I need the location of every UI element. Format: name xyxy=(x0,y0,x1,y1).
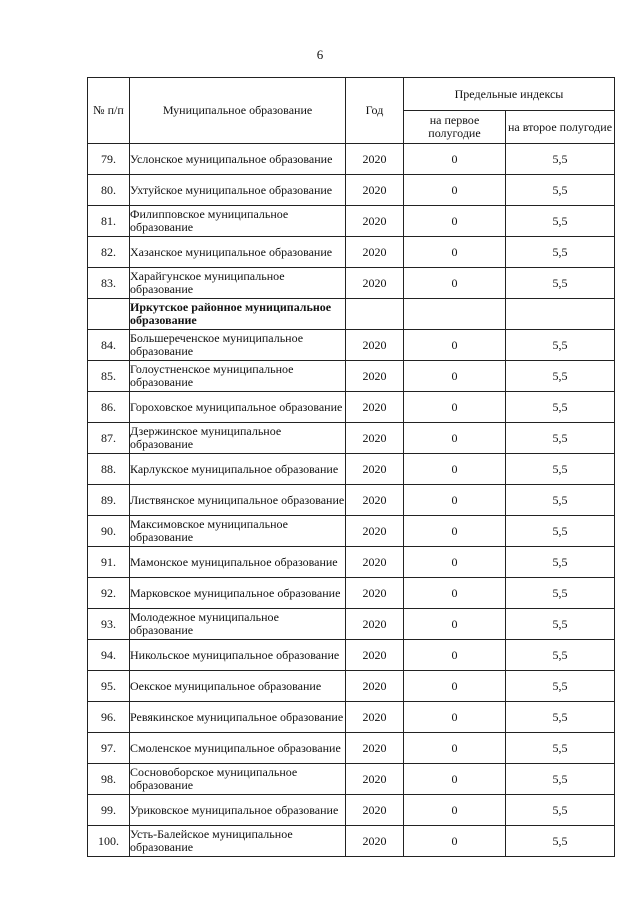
municipality-name: Молодежное муниципальное образование xyxy=(130,609,346,640)
second-half-index: 5,5 xyxy=(506,640,615,671)
table-row xyxy=(88,144,615,175)
first-half-index: 0 xyxy=(404,423,506,454)
second-half-index: 5,5 xyxy=(506,671,615,702)
second-half-index: 5,5 xyxy=(506,485,615,516)
row-number xyxy=(88,299,130,330)
first-half-index: 0 xyxy=(404,268,506,299)
table-row xyxy=(88,361,615,392)
municipality-name: Усть-Балейское муниципальное образование xyxy=(130,826,346,857)
header-number: № п/п xyxy=(88,78,130,144)
second-half-index: 5,5 xyxy=(506,516,615,547)
second-half-index: 5,5 xyxy=(506,268,615,299)
row-number: 81. xyxy=(88,206,130,237)
first-half-index: 0 xyxy=(404,702,506,733)
table-row xyxy=(88,733,615,764)
group-row xyxy=(88,299,615,330)
second-half-index: 5,5 xyxy=(506,578,615,609)
second-half-index: 5,5 xyxy=(506,609,615,640)
table-row xyxy=(88,268,615,299)
table-row xyxy=(88,702,615,733)
municipality-name: Уриковское муниципальное образование xyxy=(130,795,346,826)
row-year: 2020 xyxy=(346,268,404,299)
table-body xyxy=(88,144,615,857)
row-year: 2020 xyxy=(346,175,404,206)
first-half-index: 0 xyxy=(404,361,506,392)
row-number: 82. xyxy=(88,237,130,268)
row-year: 2020 xyxy=(346,516,404,547)
table-row xyxy=(88,175,615,206)
row-number: 86. xyxy=(88,392,130,423)
table-row xyxy=(88,764,615,795)
table-row xyxy=(88,330,615,361)
row-number: 84. xyxy=(88,330,130,361)
table-row xyxy=(88,609,615,640)
row-year: 2020 xyxy=(346,547,404,578)
row-year: 2020 xyxy=(346,330,404,361)
second-half-index: 5,5 xyxy=(506,826,615,857)
municipality-name: Гороховское муниципальное образование xyxy=(130,392,346,423)
first-half-index: 0 xyxy=(404,392,506,423)
row-number: 94. xyxy=(88,640,130,671)
first-half-index: 0 xyxy=(404,671,506,702)
second-half-index: 5,5 xyxy=(506,175,615,206)
municipality-name: Сосновоборское муниципальное образование xyxy=(130,764,346,795)
row-number: 97. xyxy=(88,733,130,764)
row-year: 2020 xyxy=(346,733,404,764)
first-half-index: 0 xyxy=(404,237,506,268)
second-half-index: 5,5 xyxy=(506,206,615,237)
municipality-name: Максимовское муниципальное образование xyxy=(130,516,346,547)
second-half-index: 5,5 xyxy=(506,237,615,268)
first-half-index: 0 xyxy=(404,454,506,485)
row-year: 2020 xyxy=(346,578,404,609)
first-half-index: 0 xyxy=(404,206,506,237)
first-half-index: 0 xyxy=(404,733,506,764)
row-number: 100. xyxy=(88,826,130,857)
row-year: 2020 xyxy=(346,144,404,175)
first-half-index: 0 xyxy=(404,330,506,361)
header-first-half: на первое полугодие xyxy=(404,111,506,144)
row-year: 2020 xyxy=(346,764,404,795)
row-number: 87. xyxy=(88,423,130,454)
second-half-index: 5,5 xyxy=(506,454,615,485)
page-number: 6 xyxy=(316,47,324,62)
municipality-name: Листвянское муниципальное образование xyxy=(130,485,346,516)
first-half-index: 0 xyxy=(404,516,506,547)
second-half-index: 5,5 xyxy=(506,764,615,795)
row-year: 2020 xyxy=(346,485,404,516)
table-row xyxy=(88,392,615,423)
table-row xyxy=(88,454,615,485)
municipality-name: Никольское муниципальное образование xyxy=(130,640,346,671)
table-row xyxy=(88,671,615,702)
row-number: 88. xyxy=(88,454,130,485)
row-number: 96. xyxy=(88,702,130,733)
row-year xyxy=(346,299,404,330)
first-half-index: 0 xyxy=(404,547,506,578)
second-half-index: 5,5 xyxy=(506,330,615,361)
header-limit-indices: Предельные индексы xyxy=(404,78,615,111)
row-year: 2020 xyxy=(346,454,404,485)
first-half-index: 0 xyxy=(404,144,506,175)
municipality-name: Карлукское муниципальное образование xyxy=(130,454,346,485)
row-number: 89. xyxy=(88,485,130,516)
municipality-name: Оекское муниципальное образование xyxy=(130,671,346,702)
first-half-index: 0 xyxy=(404,175,506,206)
price-index-table xyxy=(87,77,615,857)
second-half-index: 5,5 xyxy=(506,392,615,423)
municipality-name: Дзержинское муниципальное образование xyxy=(130,423,346,454)
row-number: 80. xyxy=(88,175,130,206)
second-half-index: 5,5 xyxy=(506,702,615,733)
table-row xyxy=(88,795,615,826)
row-year: 2020 xyxy=(346,795,404,826)
second-half-index: 5,5 xyxy=(506,144,615,175)
row-number: 98. xyxy=(88,764,130,795)
municipality-name: Марковское муниципальное образование xyxy=(130,578,346,609)
table-row xyxy=(88,206,615,237)
row-year: 2020 xyxy=(346,671,404,702)
row-number: 90. xyxy=(88,516,130,547)
table-row xyxy=(88,826,615,857)
first-half-index xyxy=(404,299,506,330)
row-year: 2020 xyxy=(346,609,404,640)
first-half-index: 0 xyxy=(404,764,506,795)
first-half-index: 0 xyxy=(404,578,506,609)
row-year: 2020 xyxy=(346,206,404,237)
municipality-name: Хазанское муниципальное образование xyxy=(130,237,346,268)
municipality-name: Голоустненское муниципальное образование xyxy=(130,361,346,392)
municipality-name: Ухтуйское муниципальное образование xyxy=(130,175,346,206)
second-half-index: 5,5 xyxy=(506,423,615,454)
municipality-name: Харайгунское муниципальное образование xyxy=(130,268,346,299)
municipality-name: Иркутское районное муниципальное образование xyxy=(130,299,346,330)
row-year: 2020 xyxy=(346,702,404,733)
row-year: 2020 xyxy=(346,392,404,423)
table-row xyxy=(88,423,615,454)
row-number: 83. xyxy=(88,268,130,299)
table-row xyxy=(88,578,615,609)
header-year: Год xyxy=(346,78,404,144)
row-year: 2020 xyxy=(346,237,404,268)
first-half-index: 0 xyxy=(404,795,506,826)
row-number: 95. xyxy=(88,671,130,702)
table-row xyxy=(88,547,615,578)
second-half-index: 5,5 xyxy=(506,547,615,578)
municipality-name: Большереченское муниципальное образование xyxy=(130,330,346,361)
header-second-half: на второе полугодие xyxy=(506,111,615,144)
first-half-index: 0 xyxy=(404,640,506,671)
row-number: 99. xyxy=(88,795,130,826)
table-row xyxy=(88,237,615,268)
row-number: 79. xyxy=(88,144,130,175)
second-half-index: 5,5 xyxy=(506,733,615,764)
first-half-index: 0 xyxy=(404,826,506,857)
table-row xyxy=(88,485,615,516)
first-half-index: 0 xyxy=(404,609,506,640)
municipality-name: Смоленское муниципальное образование xyxy=(130,733,346,764)
municipality-name: Филипповское муниципальное образование xyxy=(130,206,346,237)
row-year: 2020 xyxy=(346,423,404,454)
table-row xyxy=(88,516,615,547)
first-half-index: 0 xyxy=(404,485,506,516)
row-year: 2020 xyxy=(346,361,404,392)
row-number: 91. xyxy=(88,547,130,578)
second-half-index: 5,5 xyxy=(506,795,615,826)
table-row xyxy=(88,640,615,671)
row-number: 93. xyxy=(88,609,130,640)
row-number: 85. xyxy=(88,361,130,392)
row-number: 92. xyxy=(88,578,130,609)
row-year: 2020 xyxy=(346,826,404,857)
row-year: 2020 xyxy=(346,640,404,671)
second-half-index: 5,5 xyxy=(506,361,615,392)
municipality-name: Услонское муниципальное образование xyxy=(130,144,346,175)
second-half-index xyxy=(506,299,615,330)
municipality-name: Мамонское муниципальное образование xyxy=(130,547,346,578)
header-municipality: Муниципальное образование xyxy=(130,78,346,144)
municipality-name: Ревякинское муниципальное образование xyxy=(130,702,346,733)
